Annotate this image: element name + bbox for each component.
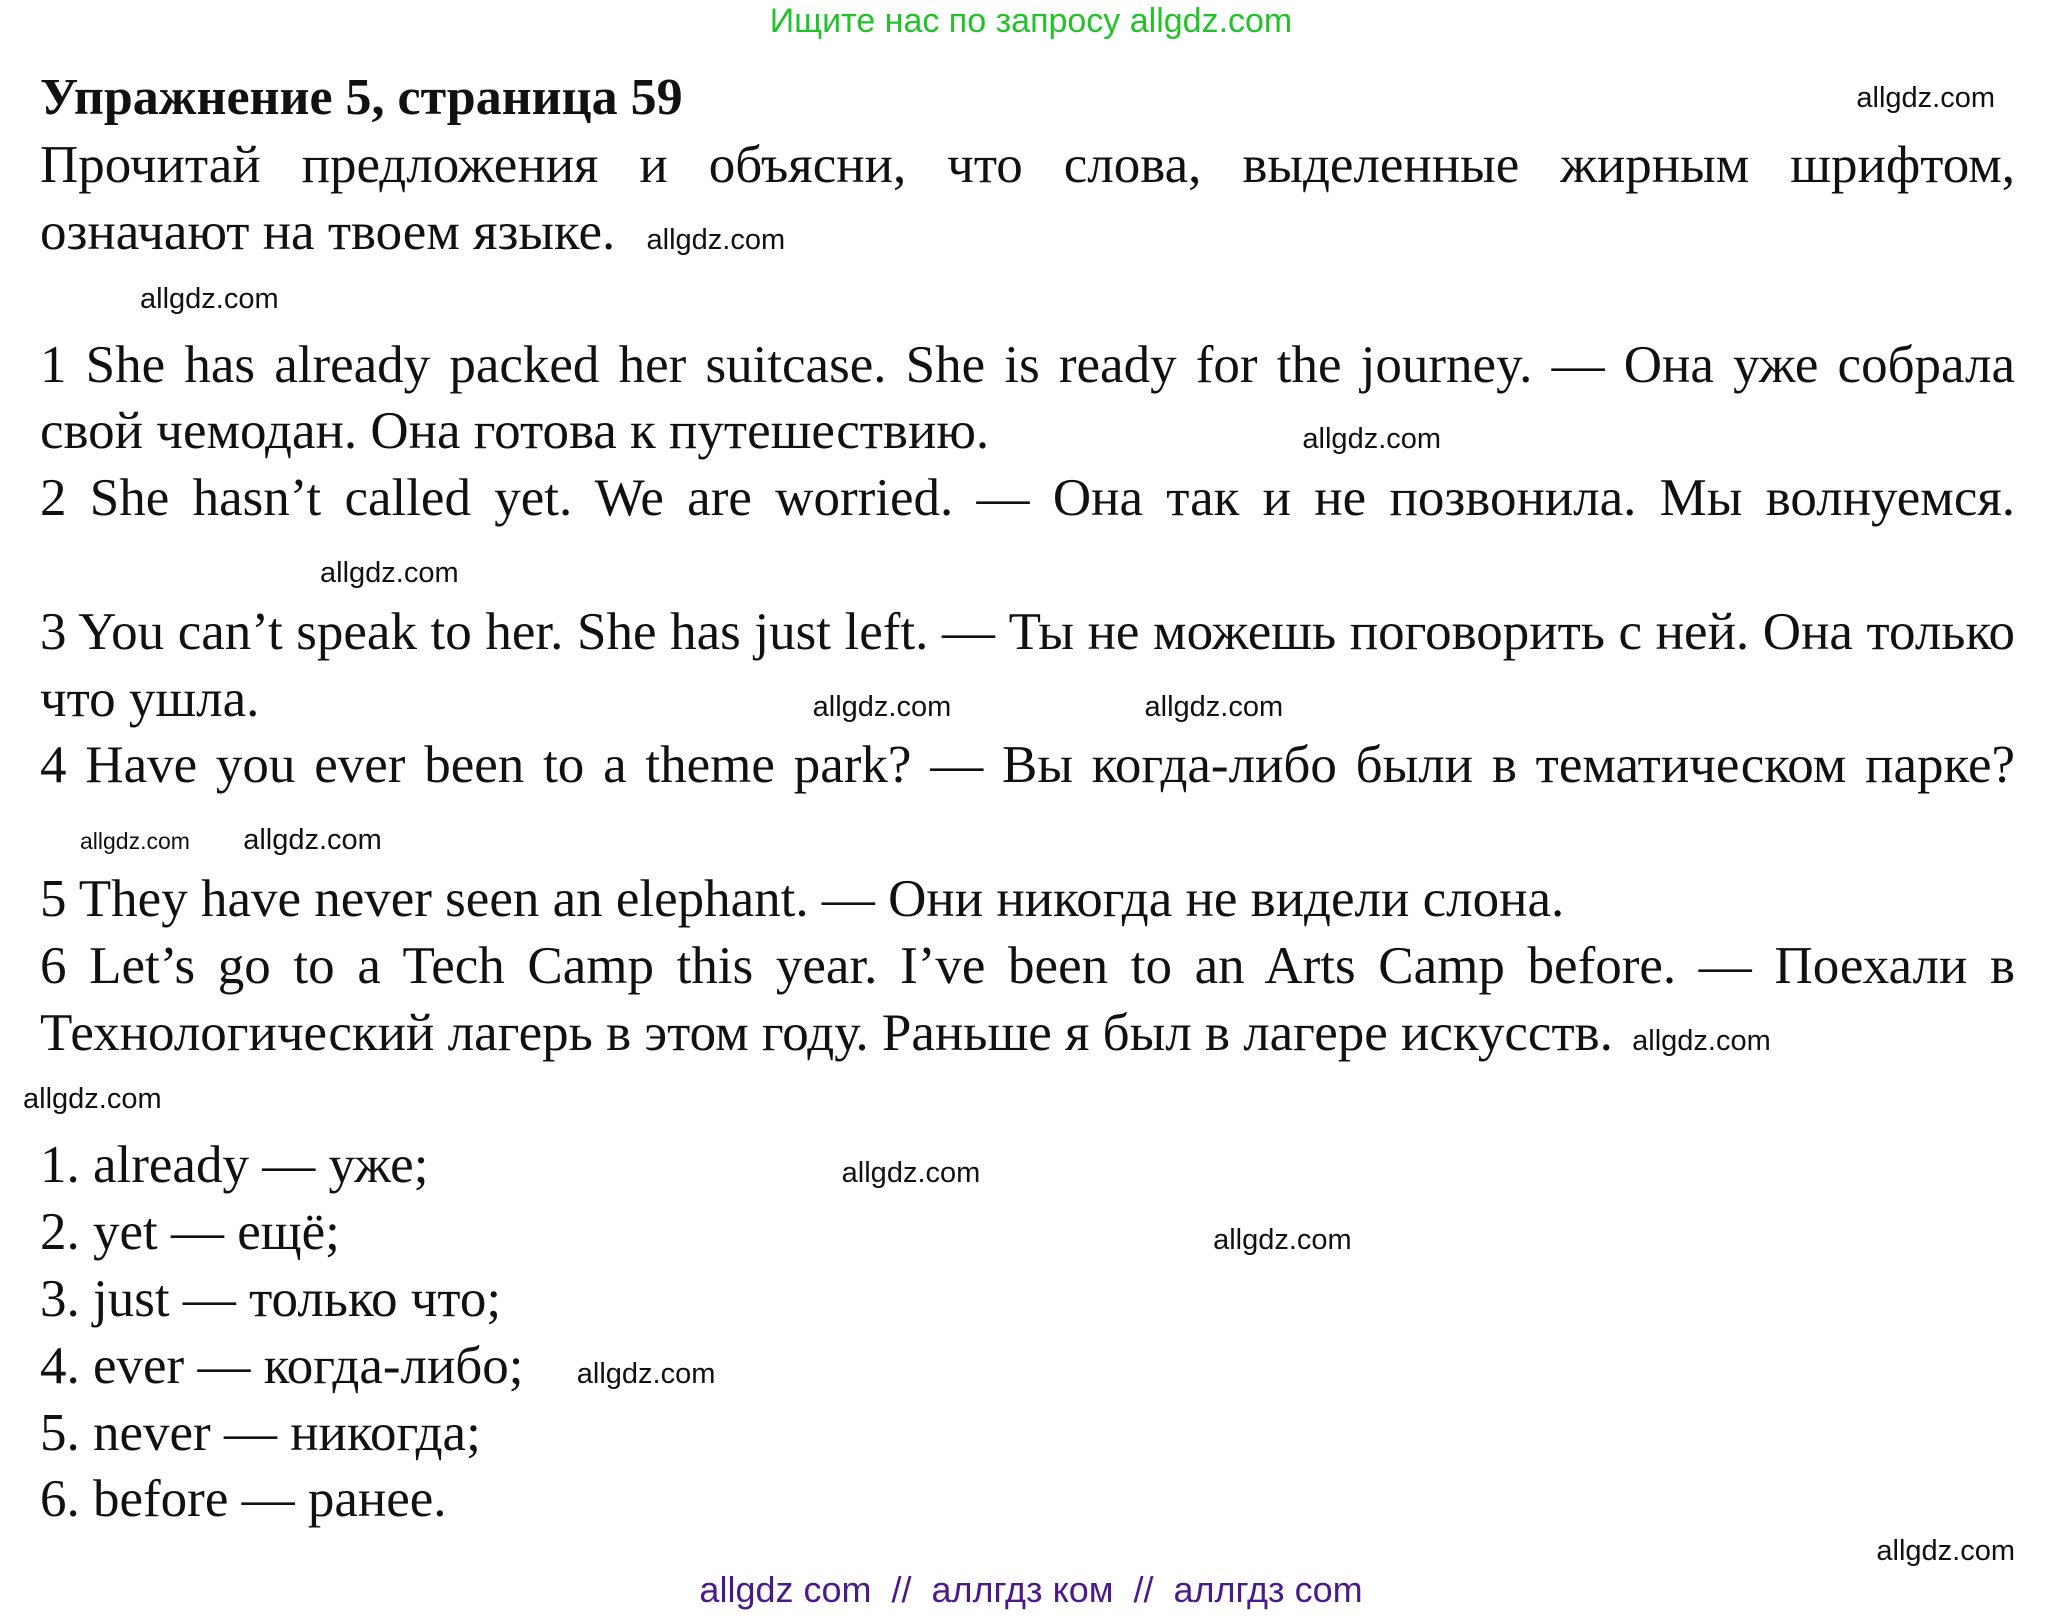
sentence-item: [40, 599, 2015, 733]
watermark: allgdz.com: [80, 828, 190, 855]
answer-text: 4. ever — когда-либо;: [40, 1336, 524, 1395]
sentence-item: [40, 732, 2015, 866]
answer-item: 3. just — только что;: [40, 1269, 502, 1328]
answer-item: 5. never — никогда;: [40, 1403, 481, 1462]
sentence-item: [40, 332, 2015, 466]
answer-item: [40, 1333, 2015, 1400]
watermark: allgdz.com: [243, 824, 382, 857]
footer-watermark: allgdz com // аллгдз ком // аллгдз com: [699, 1569, 1363, 1611]
sentence-text: 1 She has already packed her suitcase. She is ready for the journey. — Она уже собрала свой чемодан. Она готова к путешествию.: [40, 335, 2015, 461]
sentence-list: [40, 332, 2015, 1067]
sentence-item: [40, 465, 2015, 599]
instruction-paragraph: [40, 132, 2015, 266]
instruction-text: [40, 132, 2015, 266]
sentence-text: 4 Have you ever been to a theme park? — Вы когда-либо были в тематическом парке?: [40, 736, 2015, 795]
title-row: [40, 64, 2015, 132]
answer-item: 6. before — ранее.: [40, 1470, 447, 1529]
watermark-gap: [40, 1533, 2015, 1569]
watermark: allgdz.com: [1302, 423, 1442, 456]
watermark: allgdz.com: [646, 223, 786, 256]
sentence-text: 6 Let’s go to a Tech Camp this year. I’ve been to an Arts Camp before. — Поехали в Технологический лагерь в этом году. Раньше я был в лагере искусств.: [40, 936, 2015, 1062]
watermark: allgdz.com: [1632, 1024, 1771, 1057]
watermark: allgdz.com: [23, 1083, 162, 1116]
sentence-text: 2 She hasn’t called yet. We are worried. — Она так и не позвонила. Мы волнуемся.: [40, 469, 2015, 528]
answer-text: 1. already — уже;: [40, 1136, 429, 1195]
watermark: allgdz.com: [1856, 82, 1995, 114]
sentence-item: 5 They have never seen an elephant. — Они никогда не видели слона.: [40, 869, 1565, 928]
watermark: allgdz.com: [1213, 1224, 1352, 1257]
watermark: allgdz.com: [320, 556, 459, 589]
watermark: allgdz.com: [140, 282, 279, 315]
content-column: [23, 64, 2015, 1569]
sentence-item: [40, 933, 2015, 1067]
answer-list: [40, 1132, 2015, 1533]
watermark: allgdz.com: [1876, 1535, 2015, 1568]
watermark: allgdz.com: [1144, 690, 1284, 723]
answer-text: 2. yet — ещё;: [40, 1203, 340, 1262]
watermark: allgdz.com: [841, 1157, 981, 1190]
watermark: allgdz.com: [576, 1357, 716, 1390]
search-banner: Ищите нас по запросу allgdz.com: [769, 2, 1293, 40]
watermark-gap: [40, 266, 2015, 332]
watermark-gap: [23, 1066, 2015, 1132]
watermark: allgdz.com: [812, 690, 952, 723]
answer-item: [40, 1132, 2015, 1199]
sentence-text: 3 You can’t speak to her. She has just left. — Ты не можешь поговорить с ней. Она только что ушла.: [40, 602, 2015, 728]
answer-item: [40, 1199, 2015, 1266]
page-title: Упражнение 5, страница 59: [40, 69, 683, 126]
instruction: Прочитай предложения и объясни, что слова, выделенные жирным шрифтом, означают на твоем языке.: [40, 136, 2015, 261]
